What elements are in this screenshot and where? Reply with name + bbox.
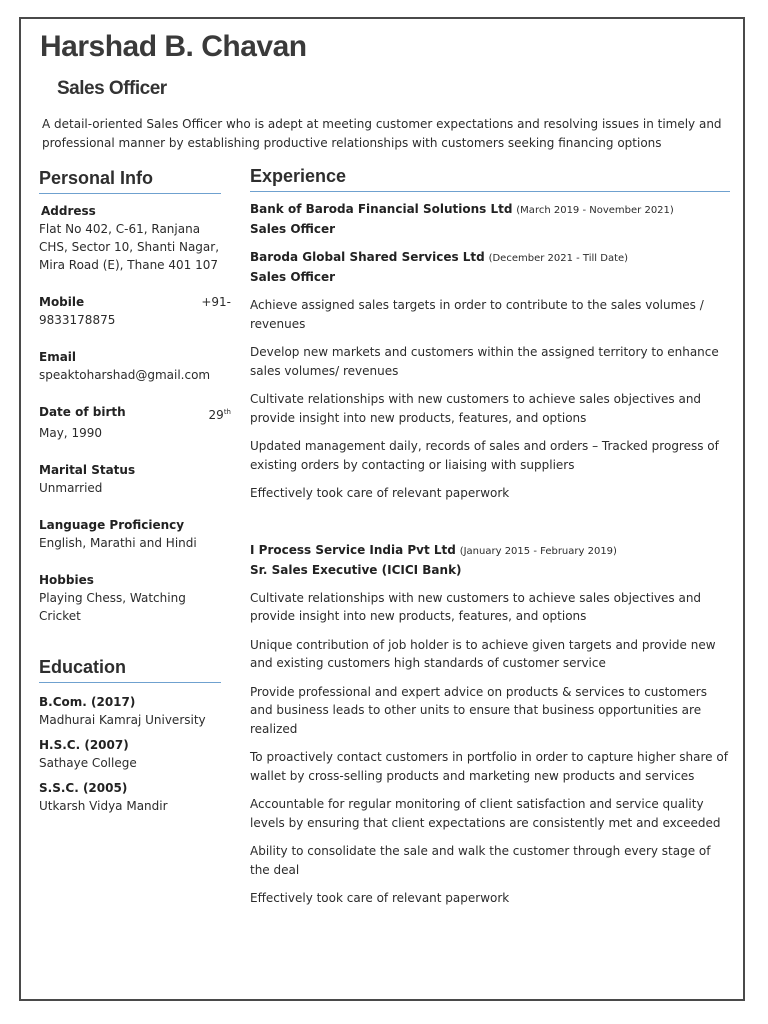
job-bullets [250,296,732,503]
job-role: Sales Officer [250,222,336,236]
job-bullet: Unique contribution of job holder is to achieve given targets and provide new and existing customers high standards of customer service [250,637,716,670]
job-role: Sales Officer [250,270,336,284]
job-dates: (December 2021 - Till Date) [488,253,629,264]
hobbies-value: Playing Chess, Watching Cricket [39,591,186,623]
email-block [39,348,231,384]
job-bullet: Develop new markets and customers within the assigned territory to enhance sales volumes/ revenues [250,345,719,378]
education-degree: H.S.C. (2007) [39,738,129,752]
job-entry [250,541,732,579]
candidate-role: Sales Officer [57,78,167,99]
candidate-name: Harshad B. Chavan [40,30,307,63]
education-item [39,693,231,729]
job-bullet: Cultivate relationships with new customers to achieve sales objectives and provide insight into new products, features, and options [250,392,702,425]
education-degree: S.S.C. (2005) [39,781,128,795]
job-dates: (March 2019 - November 2021) [516,205,674,216]
job-bullet: Achieve assigned sales targets in order to contribute to the sales volumes / revenues [250,298,704,331]
job-company: Baroda Global Shared Services Ltd [250,250,485,264]
job-role: Sr. Sales Executive (ICICI Bank) [250,562,462,577]
email-label: Email [39,350,77,364]
address-label: Address [41,204,96,218]
language-value: English, Marathi and Hindi [39,536,197,550]
dob-day-number: 29 [208,408,224,422]
job-bullets [250,589,732,908]
language-label: Language Proficiency [39,518,185,532]
mobile-prefix: +91- [201,295,231,309]
education-school: Madhurai Kamraj University [39,713,206,727]
email-value: speaktoharshad@gmail.com [39,368,211,382]
mobile-block [39,293,231,329]
personal-info-title: Personal Info [39,168,221,194]
job-dates: (January 2015 - February 2019) [459,545,617,557]
job-header [250,248,732,268]
mobile-row [39,293,231,311]
hobbies-block [39,571,231,625]
education-school: Utkarsh Vidya Mandir [39,799,168,813]
job-bullet: Effectively took care of relevant paperwork [250,486,510,500]
education-item [39,736,231,772]
marital-block [39,461,231,497]
job-bullet: Accountable for regular monitoring of client satisfaction and service quality levels by ensuring that client expectations are consistently met and exceeded [250,797,721,830]
job-company: Bank of Baroda Financial Solutions Ltd [250,202,513,216]
job-bullet: Effectively took care of relevant paperwork [250,891,510,905]
education-school: Sathaye College [39,756,137,770]
address-value: Flat No 402, C-61, Ranjana CHS, Sector 10, Shanti Nagar, Mira Road (E), Thane 401 107 [39,222,220,272]
dob-day-suffix: th [223,408,231,416]
summary: A detail-oriented Sales Officer who is adept at meeting customer expectations and resolving issues in timely and professional manner by establishing productive relationships with customers seeking financing options [42,117,722,150]
job-bullet: Provide professional and expert advice on products & services to customers and business leads to other units to ensure that business opportunities are realized [250,684,707,736]
language-block [39,516,231,552]
education-degree: B.Com. (2017) [39,695,136,709]
marital-label: Marital Status [39,463,136,477]
job-header [250,200,732,220]
dob-label: Date of birth [39,405,126,419]
education-title: Education [39,657,221,683]
hobbies-label: Hobbies [39,573,94,587]
job-company: I Process Service India Pvt Ltd [250,542,456,557]
job-bullet: Cultivate relationships with new customers to achieve sales objectives and provide insight into new products, features, and options [250,590,702,623]
job-entry [250,200,732,238]
job-header [250,541,732,561]
education-item [39,779,231,815]
job-bullet: Updated management daily, records of sales and orders – Tracked progress of existing orders by contacting or liaising with suppliers [250,439,719,472]
experience-title: Experience [250,166,730,192]
dob-rest: May, 1990 [39,426,102,440]
dob-row [39,403,231,424]
job-bullet: Ability to consolidate the sale and walk the customer through every stage of the deal [250,844,711,877]
dob-block [39,403,231,442]
marital-value: Unmarried [39,481,103,495]
job-entry [250,248,732,286]
mobile-number: 9833178875 [39,313,116,327]
dob-day [209,403,231,424]
mobile-label: Mobile [39,295,85,309]
address-block [39,202,231,274]
right-column [250,166,732,908]
left-column [39,168,231,815]
job-bullet: To proactively contact customers in portfolio in order to capture higher share of wallet by cross-selling products and marketing new products and services [250,750,728,783]
